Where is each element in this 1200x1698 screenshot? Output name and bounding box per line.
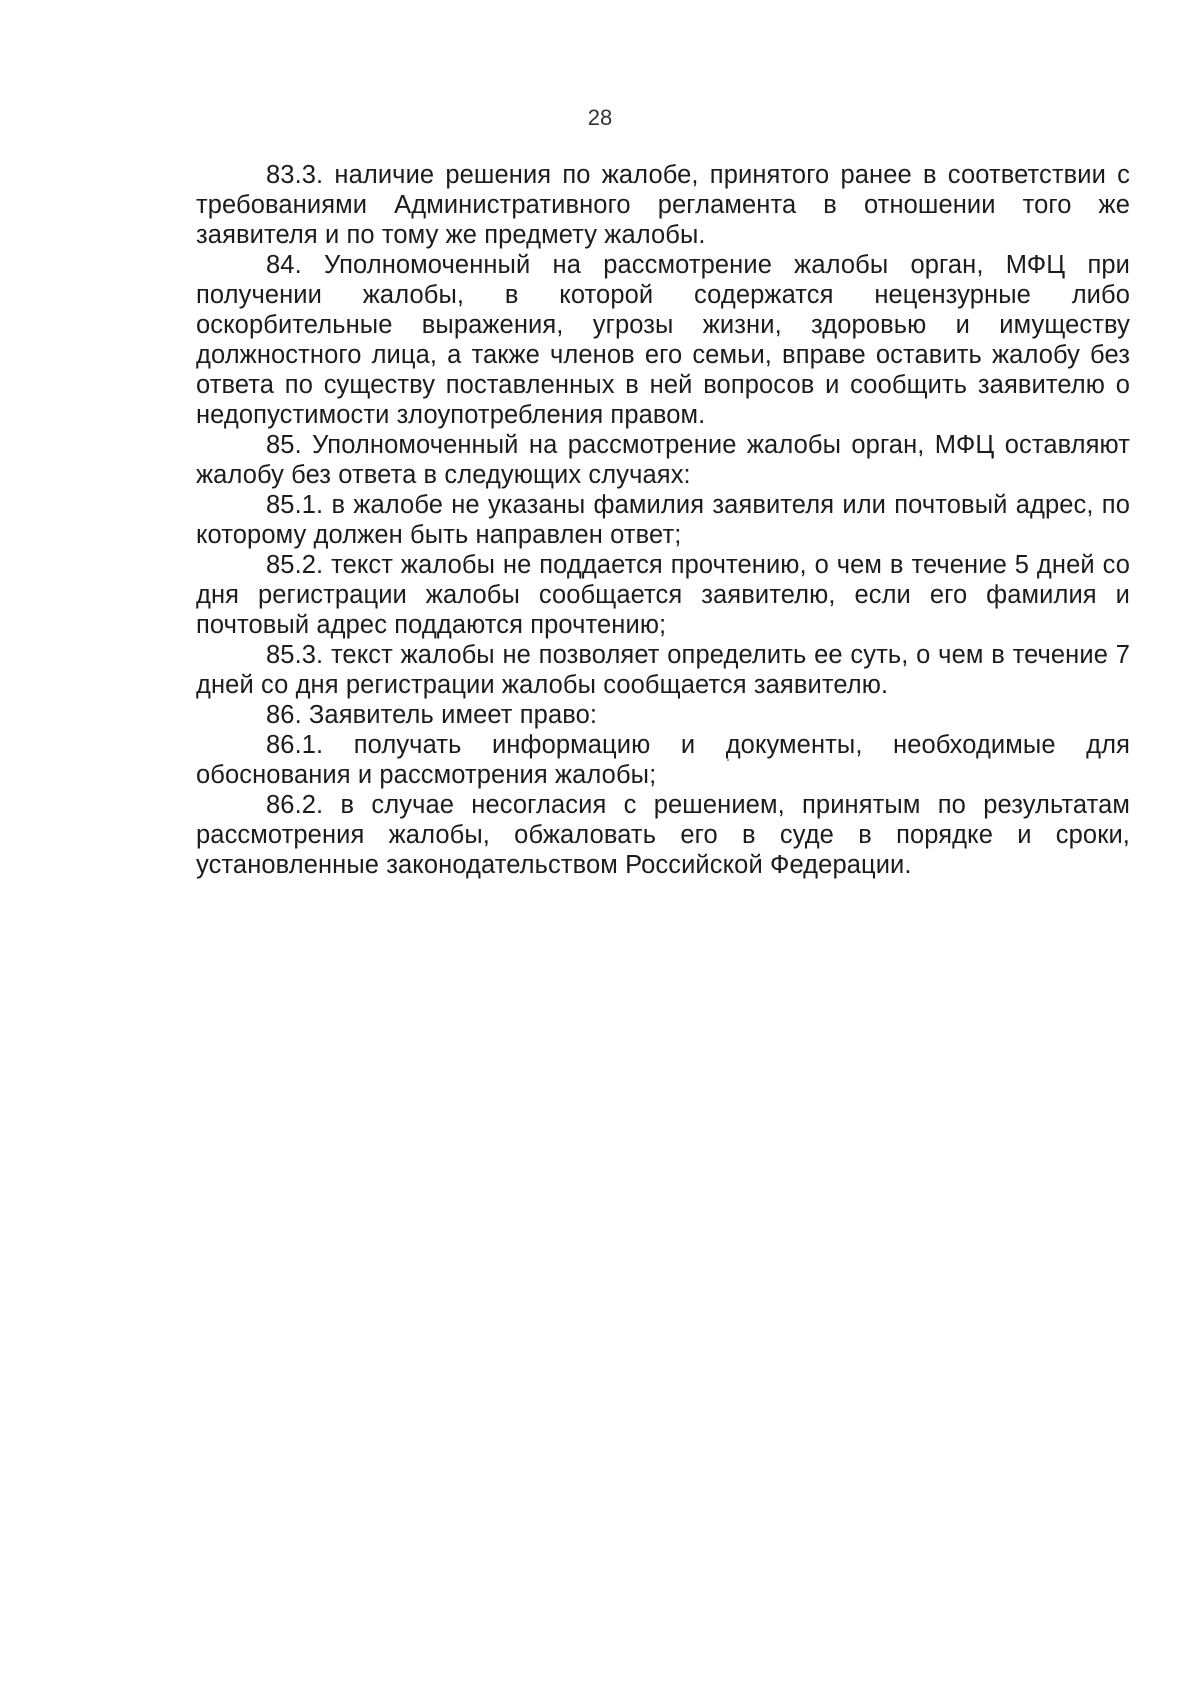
document-body xyxy=(196,160,1130,880)
page-number: 28 xyxy=(587,105,613,130)
paragraph-85-2: 85.2. текст жалобы не поддается прочтению, о чем в течение 5 дней со дня регистрации жалобы сообщается заявителю, если его фамилия и почтовый адрес поддаются прочтению; xyxy=(196,551,1130,639)
paragraph-86-2: 86.2. в случае несогласия с решением, принятым по результатам рассмотрения жалобы, обжаловать его в суде в порядке и сроки, установленные законодательством Российской Федерации. xyxy=(196,791,1130,879)
paragraph-86-1: 86.1. получать информацию и документы, необходимые для обоснования и рассмотрения жалобы; xyxy=(196,731,1130,789)
paragraph-84: 84. Уполномоченный на рассмотрение жалобы орган, МФЦ при получении жалобы, в которой содержатся нецензурные либо оскорбительные выражения, угрозы жизни, здоровью и имуществу должностного лица, а также членов его семьи, вправе оставить жалобу без ответа по существу поставленных в ней вопросов и сообщить заявителю о недопустимости злоупотребления правом. xyxy=(196,251,1130,429)
paragraph-85: 85. Уполномоченный на рассмотрение жалобы орган, МФЦ оставляют жалобу без ответа в следующих случаях: xyxy=(196,431,1130,489)
paragraph-85-1: 85.1. в жалобе не указаны фамилия заявителя или почтовый адрес, по которому должен быть направлен ответ; xyxy=(196,491,1130,549)
paragraph-85-3: 85.3. текст жалобы не позволяет определить ее суть, о чем в течение 7 дней со дня регистрации жалобы сообщается заявителю. xyxy=(196,641,1130,699)
paragraph-86: 86. Заявитель имеет право: xyxy=(266,701,598,729)
scan-speck xyxy=(727,759,729,761)
paragraph-83-3: 83.3. наличие решения по жалобе, принятого ранее в соответствии с требованиями Административного регламента в отношении того же заявителя и по тому же предмету жалобы. xyxy=(196,161,1130,249)
